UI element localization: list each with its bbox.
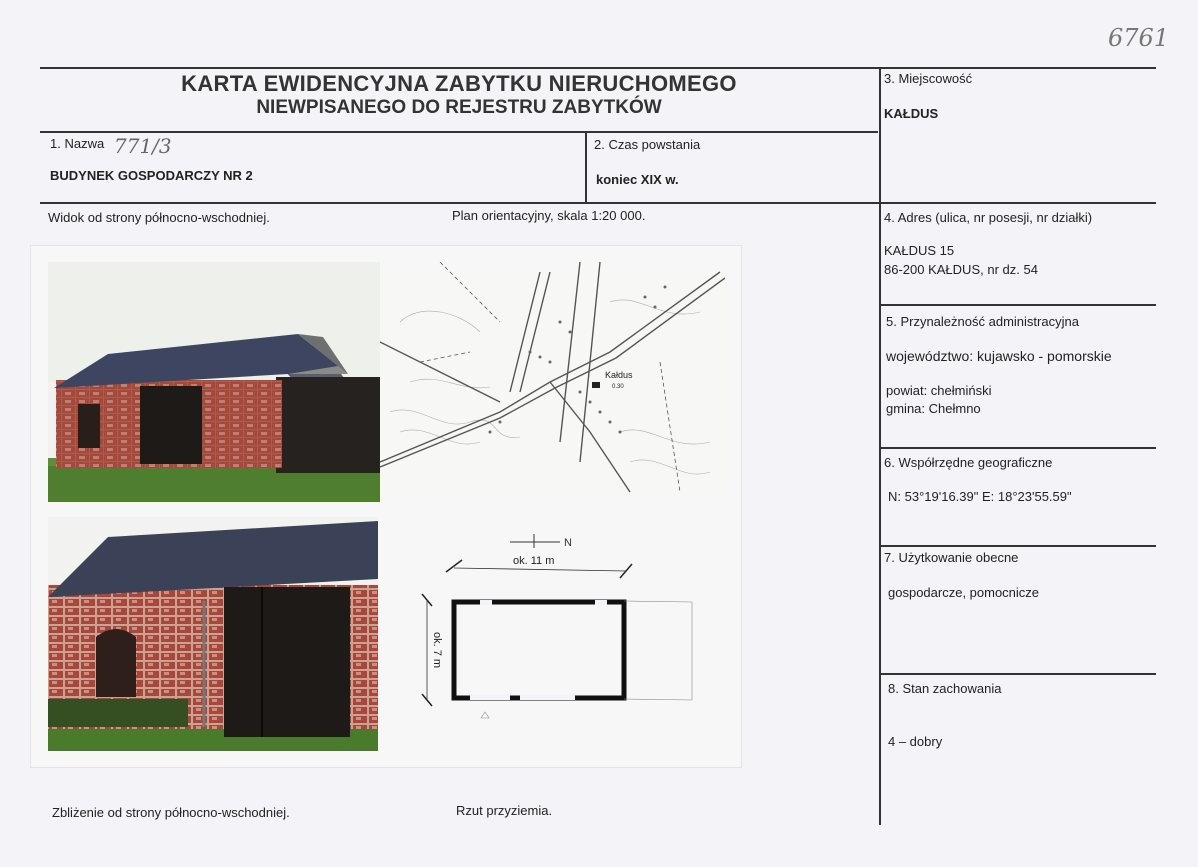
depth-label: ok. 7 m bbox=[431, 632, 443, 669]
barn-photo-view bbox=[48, 262, 381, 502]
coords-label: 6. Współrzędne geograficzne bbox=[884, 455, 1053, 470]
locality-label: 3. Miejscowość bbox=[884, 71, 973, 86]
name-value: BUDYNEK GOSPODARCZY NR 2 bbox=[50, 168, 253, 183]
condition-value: 4 – dobry bbox=[888, 734, 943, 749]
rule-below-admin bbox=[880, 447, 1156, 449]
time-label: 2. Czas powstania bbox=[594, 137, 701, 152]
main-divider bbox=[879, 67, 881, 825]
north-label: N bbox=[564, 537, 572, 549]
caption-view: Widok od strony północno-wschodniej. bbox=[48, 210, 270, 225]
card-subtitle: NIEWPISANEGO DO REJESTRU ZABYTKÓW bbox=[256, 97, 662, 118]
caption-plan: Plan orientacyjny, skala 1:20 000. bbox=[452, 208, 646, 223]
rule-below-name bbox=[40, 202, 1156, 204]
usage-value: gospodarcze, pomocnicze bbox=[888, 585, 1040, 600]
caption-ground: Rzut przyziemia. bbox=[456, 803, 553, 818]
admin-label: 5. Przynależność administracyjna bbox=[886, 314, 1079, 329]
admin-county: powiat: chełmiński bbox=[886, 383, 992, 398]
address-line1: KAŁDUS 15 bbox=[884, 243, 955, 258]
locality-value: KAŁDUS bbox=[884, 106, 939, 121]
name-handwritten-number: 771/3 bbox=[114, 134, 172, 158]
usage-label: 7. Użytkowanie obecne bbox=[884, 550, 1019, 565]
admin-commune: gmina: Chełmno bbox=[886, 401, 981, 416]
name-label: 1. Nazwa bbox=[50, 136, 105, 151]
width-label: ok. 11 m bbox=[513, 555, 555, 567]
coords-value: N: 53°19'16.39" E: 18°23'55.59" bbox=[888, 489, 1072, 504]
map-place-label: Kałdus bbox=[605, 370, 633, 380]
top-rule bbox=[40, 67, 1156, 69]
barn-photo-closeup bbox=[48, 517, 378, 751]
name-time-divider bbox=[585, 131, 587, 203]
card-title: KARTA EWIDENCYJNA ZABYTKU NIERUCHOMEGO bbox=[181, 71, 737, 96]
ground-floor-plan bbox=[410, 528, 700, 728]
address-line2: 86-200 KAŁDUS, nr dz. 54 bbox=[884, 262, 1038, 277]
address-label: 4. Adres (ulica, nr posesji, nr działki) bbox=[884, 210, 1093, 225]
admin-voivodeship: województwo: kujawsko - pomorskie bbox=[886, 348, 1112, 364]
condition-label: 8. Stan zachowania bbox=[888, 681, 1002, 696]
orientation-map bbox=[380, 262, 725, 502]
rule-below-title bbox=[40, 131, 878, 133]
time-value: koniec XIX w. bbox=[596, 172, 679, 187]
rule-below-coords bbox=[880, 545, 1156, 547]
rule-below-usage bbox=[880, 673, 1156, 675]
caption-closeup: Zbliżenie od strony północno-wschodniej. bbox=[52, 805, 290, 820]
rule-below-address bbox=[880, 304, 1156, 306]
map-sub-label: 0.30 bbox=[612, 384, 624, 390]
corner-number: 6761 bbox=[1108, 24, 1170, 52]
